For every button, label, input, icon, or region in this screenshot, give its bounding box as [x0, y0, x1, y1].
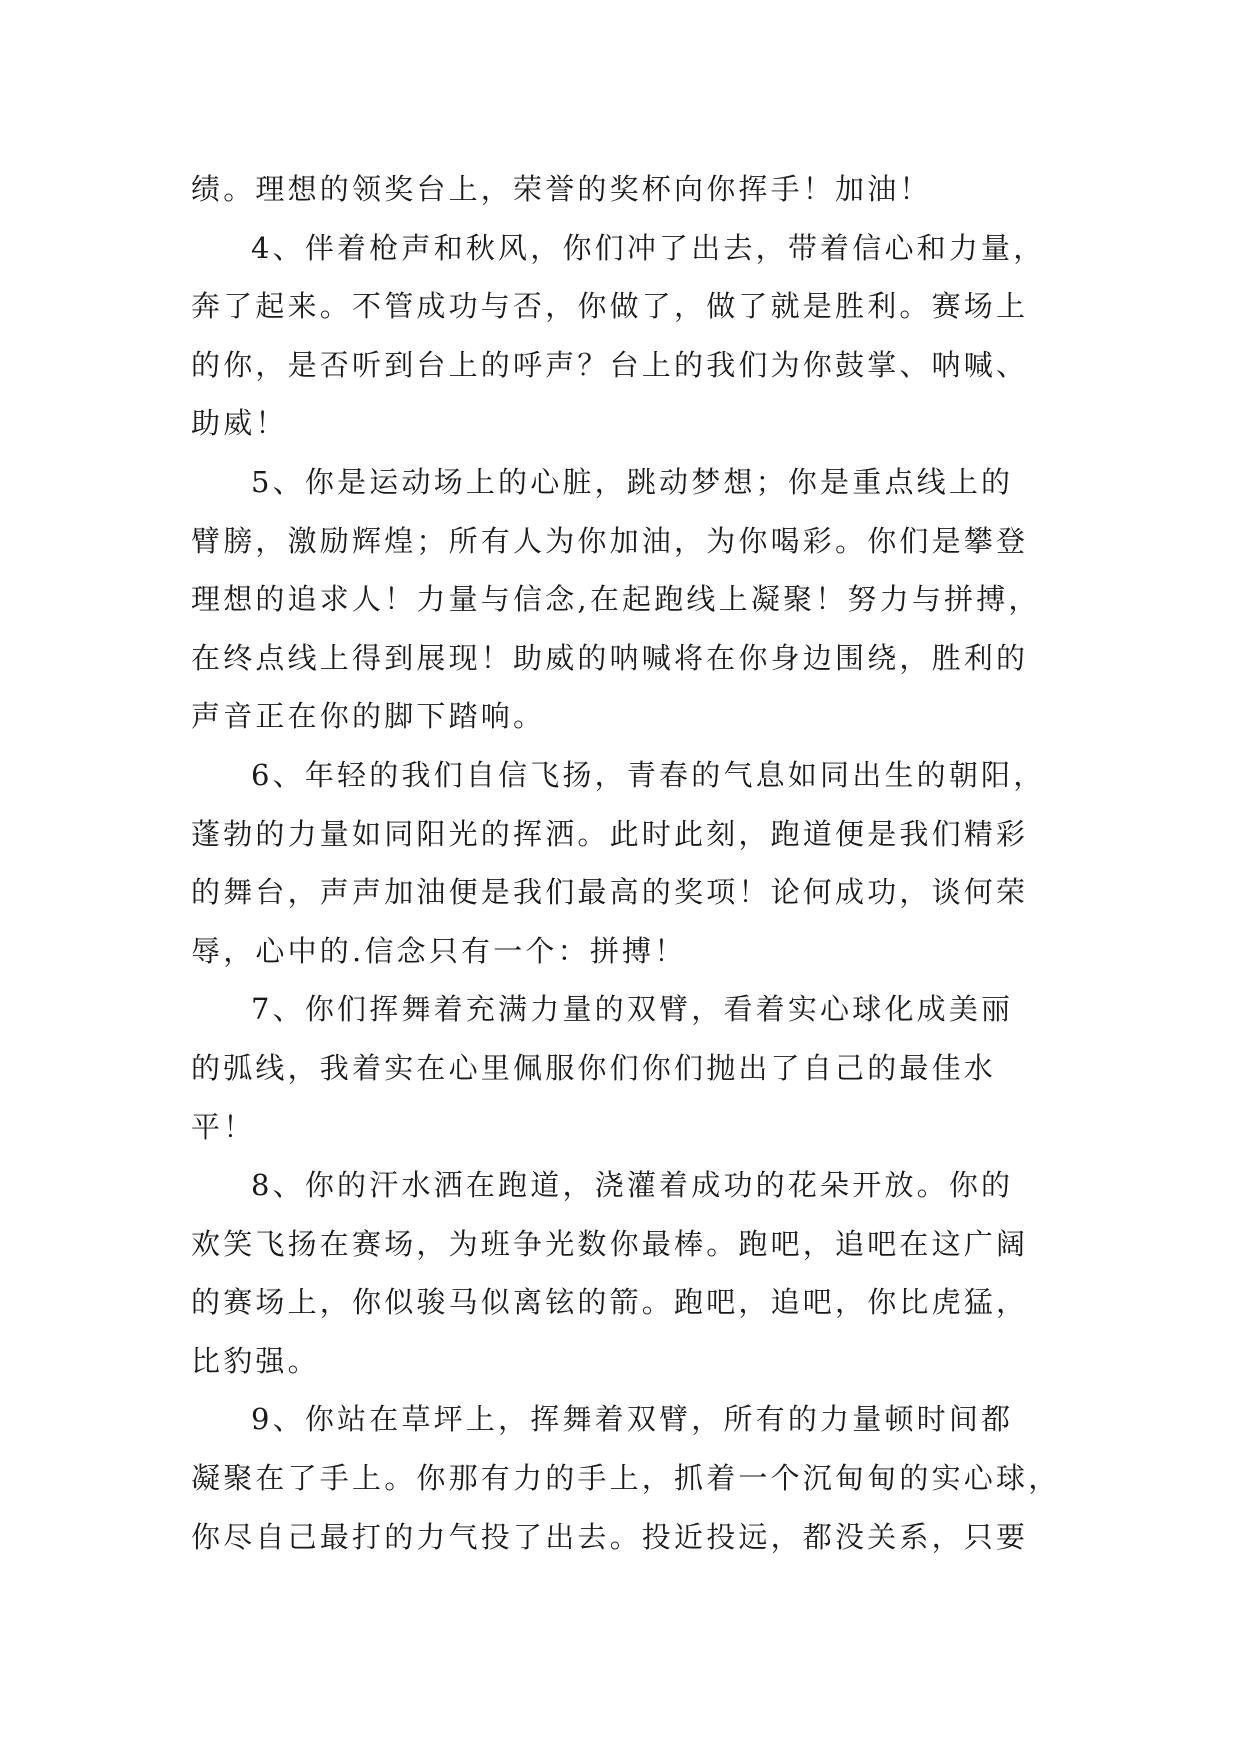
text-line: 声音正在你的脚下踏响。: [191, 699, 546, 734]
text-line: 平！: [191, 1109, 256, 1144]
text-line: 4、伴着枪声和秋风，你们冲了出去，带着信心和力量，: [251, 230, 1046, 265]
text-line: 9、你站在草坪上，挥舞着双臂，所有的力量顿时间都: [251, 1402, 1014, 1437]
text-line: 6、年轻的我们自信飞扬，青春的气息如同出生的朝阳，: [251, 757, 1046, 792]
text-line: 理想的追求人！力量与信念,在起跑线上凝聚！努力与拼搏，: [191, 582, 1041, 617]
text-line: 奔了起来。不管成功与否，你做了，做了就是胜利。赛场上: [191, 289, 1029, 324]
text-line: 你尽自己最打的力气投了出去。投近投远，都没关系，只要: [191, 1519, 1029, 1554]
text-line: 的你，是否听到台上的呼声？台上的我们为你鼓掌、呐喊、: [191, 347, 1029, 382]
body-text: [191, 160, 1071, 1566]
text-line: 蓬勃的力量如同阳光的挥洒。此时此刻，跑道便是我们精彩: [191, 816, 1029, 851]
text-line: 在终点线上得到展现！助威的呐喊将在你身边围绕，胜利的: [191, 640, 1029, 675]
text-line: 凝聚在了手上。你那有力的手上，抓着一个沉甸甸的实心球，: [191, 1461, 1061, 1496]
text-line: 5、你是运动场上的心脏，跳动梦想；你是重点线上的: [251, 464, 1014, 499]
text-line: 8、你的汗水洒在跑道，浇灌着成功的花朵开放。你的: [251, 1168, 1014, 1203]
text-line: 绩。理想的领奖台上，荣誉的奖杯向你挥手！加油！: [191, 172, 932, 206]
text-line: 的舞台，声声加油便是我们最高的奖项！论何成功，谈何荣: [191, 875, 1029, 910]
text-line: 的弧线，我着实在心里佩服你们你们抛出了自己的最佳水: [191, 1050, 997, 1085]
text-line: 7、你们挥舞着充满力量的双臂，看着实心球化成美丽: [251, 992, 1014, 1027]
text-line: 的赛场上，你似骏马似离铉的箭。跑吧，追吧，你比虎猛，: [191, 1285, 1029, 1320]
text-line: 臂膀，激励辉煌；所有人为你加油，为你喝彩。你们是攀登: [191, 523, 1029, 558]
text-line: 助威！: [191, 406, 288, 441]
text-line: 辱，心中的.信念只有一个：拼搏！: [191, 933, 687, 968]
text-line: 欢笑飞扬在赛场，为班争光数你最棒。跑吧，追吧在这广阔: [191, 1226, 1029, 1261]
text-line: 比豹强。: [191, 1343, 320, 1378]
